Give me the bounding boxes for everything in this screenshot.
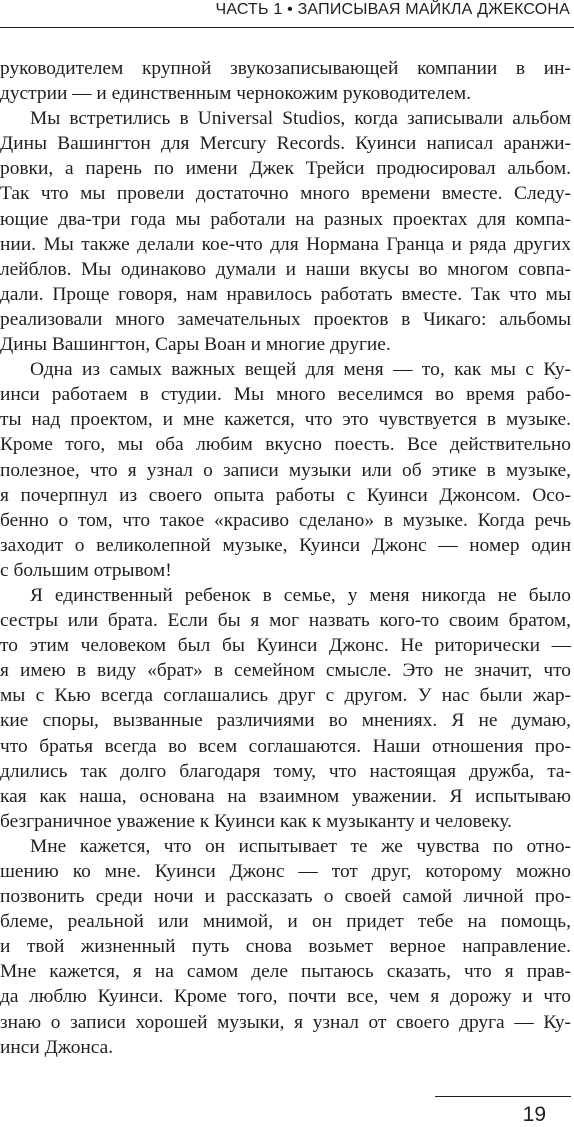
text-line: знаю о записи хорошей музыки, я узнал от своего друга — Ку-	[0, 1011, 571, 1033]
text-line: Дины Вашингтон, Сары Воан и многие другие.	[0, 334, 391, 356]
body-text	[0, 56, 571, 1060]
text-line: бенно о том, что такое «красиво сделано» в музыке. Когда речь	[0, 509, 571, 531]
text-line: инси Джонса.	[0, 1036, 114, 1058]
text-line: шению ко мне. Куинси Джонс — тот друг, которому можно	[0, 861, 571, 882]
text-line: безграничное уважение к Куинси как к музыканту и человеку.	[0, 810, 512, 832]
text-line: инси работаем в студии. Мы много веселимся во время рабо-	[0, 384, 571, 406]
text-line: Я единственный ребенок в семье, у меня никогда не было	[30, 584, 571, 606]
text-line: что братья всегда во всем соглашаются. Наши отношения про-	[0, 735, 571, 757]
text-line: Мы встретились в Universal Studios, когда записывали альбом	[30, 108, 571, 130]
text-line: Одна из самых важных вещей для меня — то, как мы с Ку-	[30, 359, 571, 381]
text-line: полезное, что я узнал о записи музыки или об этике в музыке,	[0, 459, 571, 481]
header-rule	[0, 27, 574, 28]
text-line: кая как наша, основана на взаимном уважении. Я испытываю	[0, 785, 571, 807]
text-line: ющие два-три года мы работали на разных проектах для компа-	[0, 208, 571, 230]
text-line: блеме, реальной или мнимой, и он придет тебе на помощь,	[0, 911, 571, 933]
text-line: Мне кажется, я на самом деле пытаюсь сказать, что я прав-	[0, 961, 571, 983]
text-line: Так что мы провели достаточно много времени вместе. Следу-	[0, 183, 571, 205]
text-line: ты над проектом, и мне кажется, что это чувствуется в музыке.	[0, 409, 571, 431]
text-line: дустрии — и единственным чернокожим руководителем.	[0, 83, 472, 105]
text-line: да люблю Куинси. Кроме того, почти все, чем я дорожу и что	[0, 986, 571, 1008]
text-line: ровки, а парень по имени Джек Трейси продюсировал альбом.	[0, 158, 571, 180]
text-line: то этим человеком был бы Куинси Джонс. Не риторически —	[0, 635, 571, 657]
text-line: нии. Мы также делали кое-что для Нормана Гранца и ряда других	[0, 233, 571, 255]
text-line: я почерпнул из своего опыта работы с Куинси Джонсом. Осо-	[0, 484, 571, 506]
text-line: длились так долго благодаря тому, что настоящая дружба, та-	[0, 760, 571, 782]
text-line: лейблов. Мы одинаково думали и наши вкусы во многом совпа-	[0, 258, 571, 280]
text-line: Кроме того, мы оба любим вкусно поесть. Все действительно	[0, 434, 571, 456]
text-line: сестры или брата. Если бы я мог назвать кого-то своим братом,	[0, 610, 571, 632]
text-line: кие споры, вызванные различиями во мнениях. Я не думаю,	[0, 710, 571, 732]
text-line: с большим отрывом!	[0, 559, 172, 581]
page-number: 19	[522, 1103, 546, 1126]
text-line: заходит о великолепной музыке, Куинси Джонс — номер один	[0, 534, 571, 556]
text-line: и твой жизненный путь снова возьмет верное направление.	[0, 936, 571, 958]
text-line: позвонить среди ночи и рассказать о своей самой личной про-	[0, 886, 571, 908]
footer-rule	[435, 1096, 571, 1097]
text-line: руководителем крупной звукозаписывающей компании в ин-	[0, 58, 571, 79]
running-head: ЧАСТЬ 1 • ЗАПИСЫВАЯ МАЙКЛА ДЖЕКСОНА	[215, 1, 570, 18]
text-line: мы с Кью всегда соглашались друг с другом. У нас были жар-	[0, 685, 571, 707]
text-line: я имею в виду «брат» в семейном смысле. Это не значит, что	[0, 660, 571, 682]
text-line: реализовали много замечательных проектов в Чикаго: альбомы	[0, 308, 571, 330]
text-line: Мне кажется, что он испытывает те же чувства по отно-	[30, 835, 571, 857]
text-line: Дины Вашингтон для Mercury Records. Куинси написал аранжи-	[0, 133, 571, 155]
text-line: дали. Проще говоря, нам нравилось работать вместе. Так что мы	[0, 283, 571, 305]
